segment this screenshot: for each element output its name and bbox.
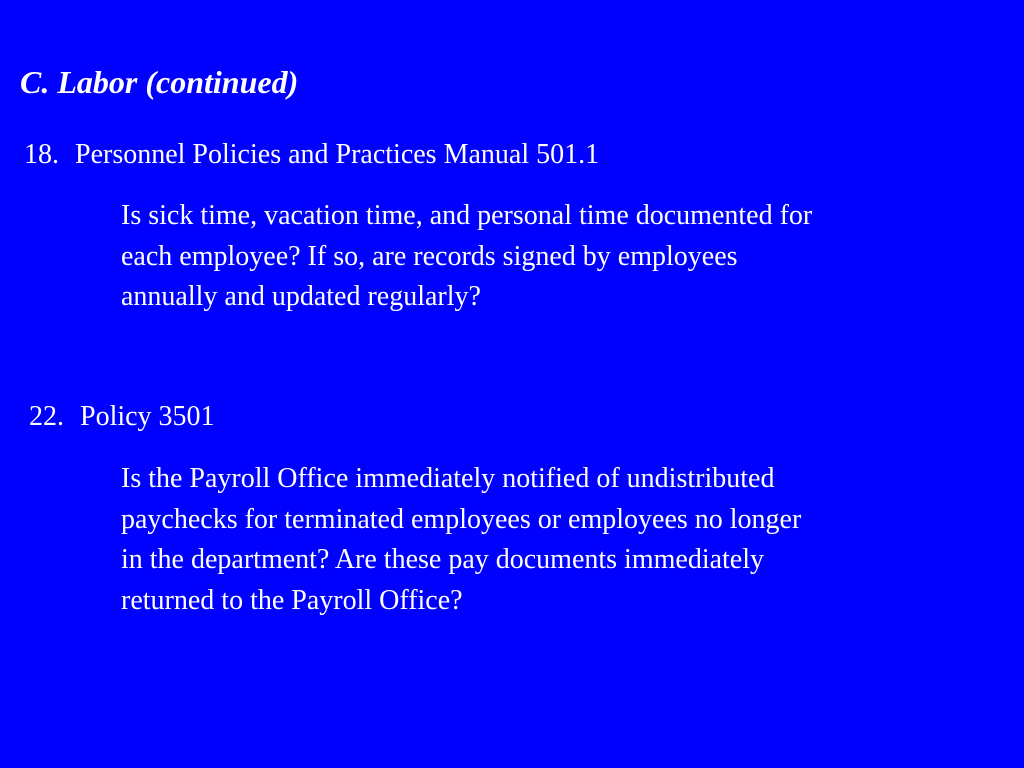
section-heading-22 (29, 400, 215, 434)
section-heading-text: Policy 3501 (80, 401, 215, 432)
section-number: 18. (24, 139, 59, 170)
section-body-18 (121, 196, 981, 318)
slide-title: C. Labor (continued) (20, 64, 299, 100)
body-line: Is sick time, vacation time, and personal time documented for (121, 200, 813, 231)
body-line: in the department? Are these pay documents immediately (121, 544, 765, 575)
section-body-22 (121, 459, 981, 621)
body-line: returned to the Payroll Office? (121, 584, 463, 616)
body-line: annually and updated regularly? (121, 281, 481, 312)
section-heading-18 (24, 138, 599, 172)
section-number: 22. (29, 401, 64, 432)
body-line: each employee? If so, are records signed by employees (121, 240, 738, 272)
body-line: Is the Payroll Office immediately notified of undistributed (121, 463, 775, 494)
body-line: paychecks for terminated employees or employees no longer (121, 503, 802, 535)
section-heading-text: Personnel Policies and Practices Manual 501.1 (75, 139, 600, 170)
